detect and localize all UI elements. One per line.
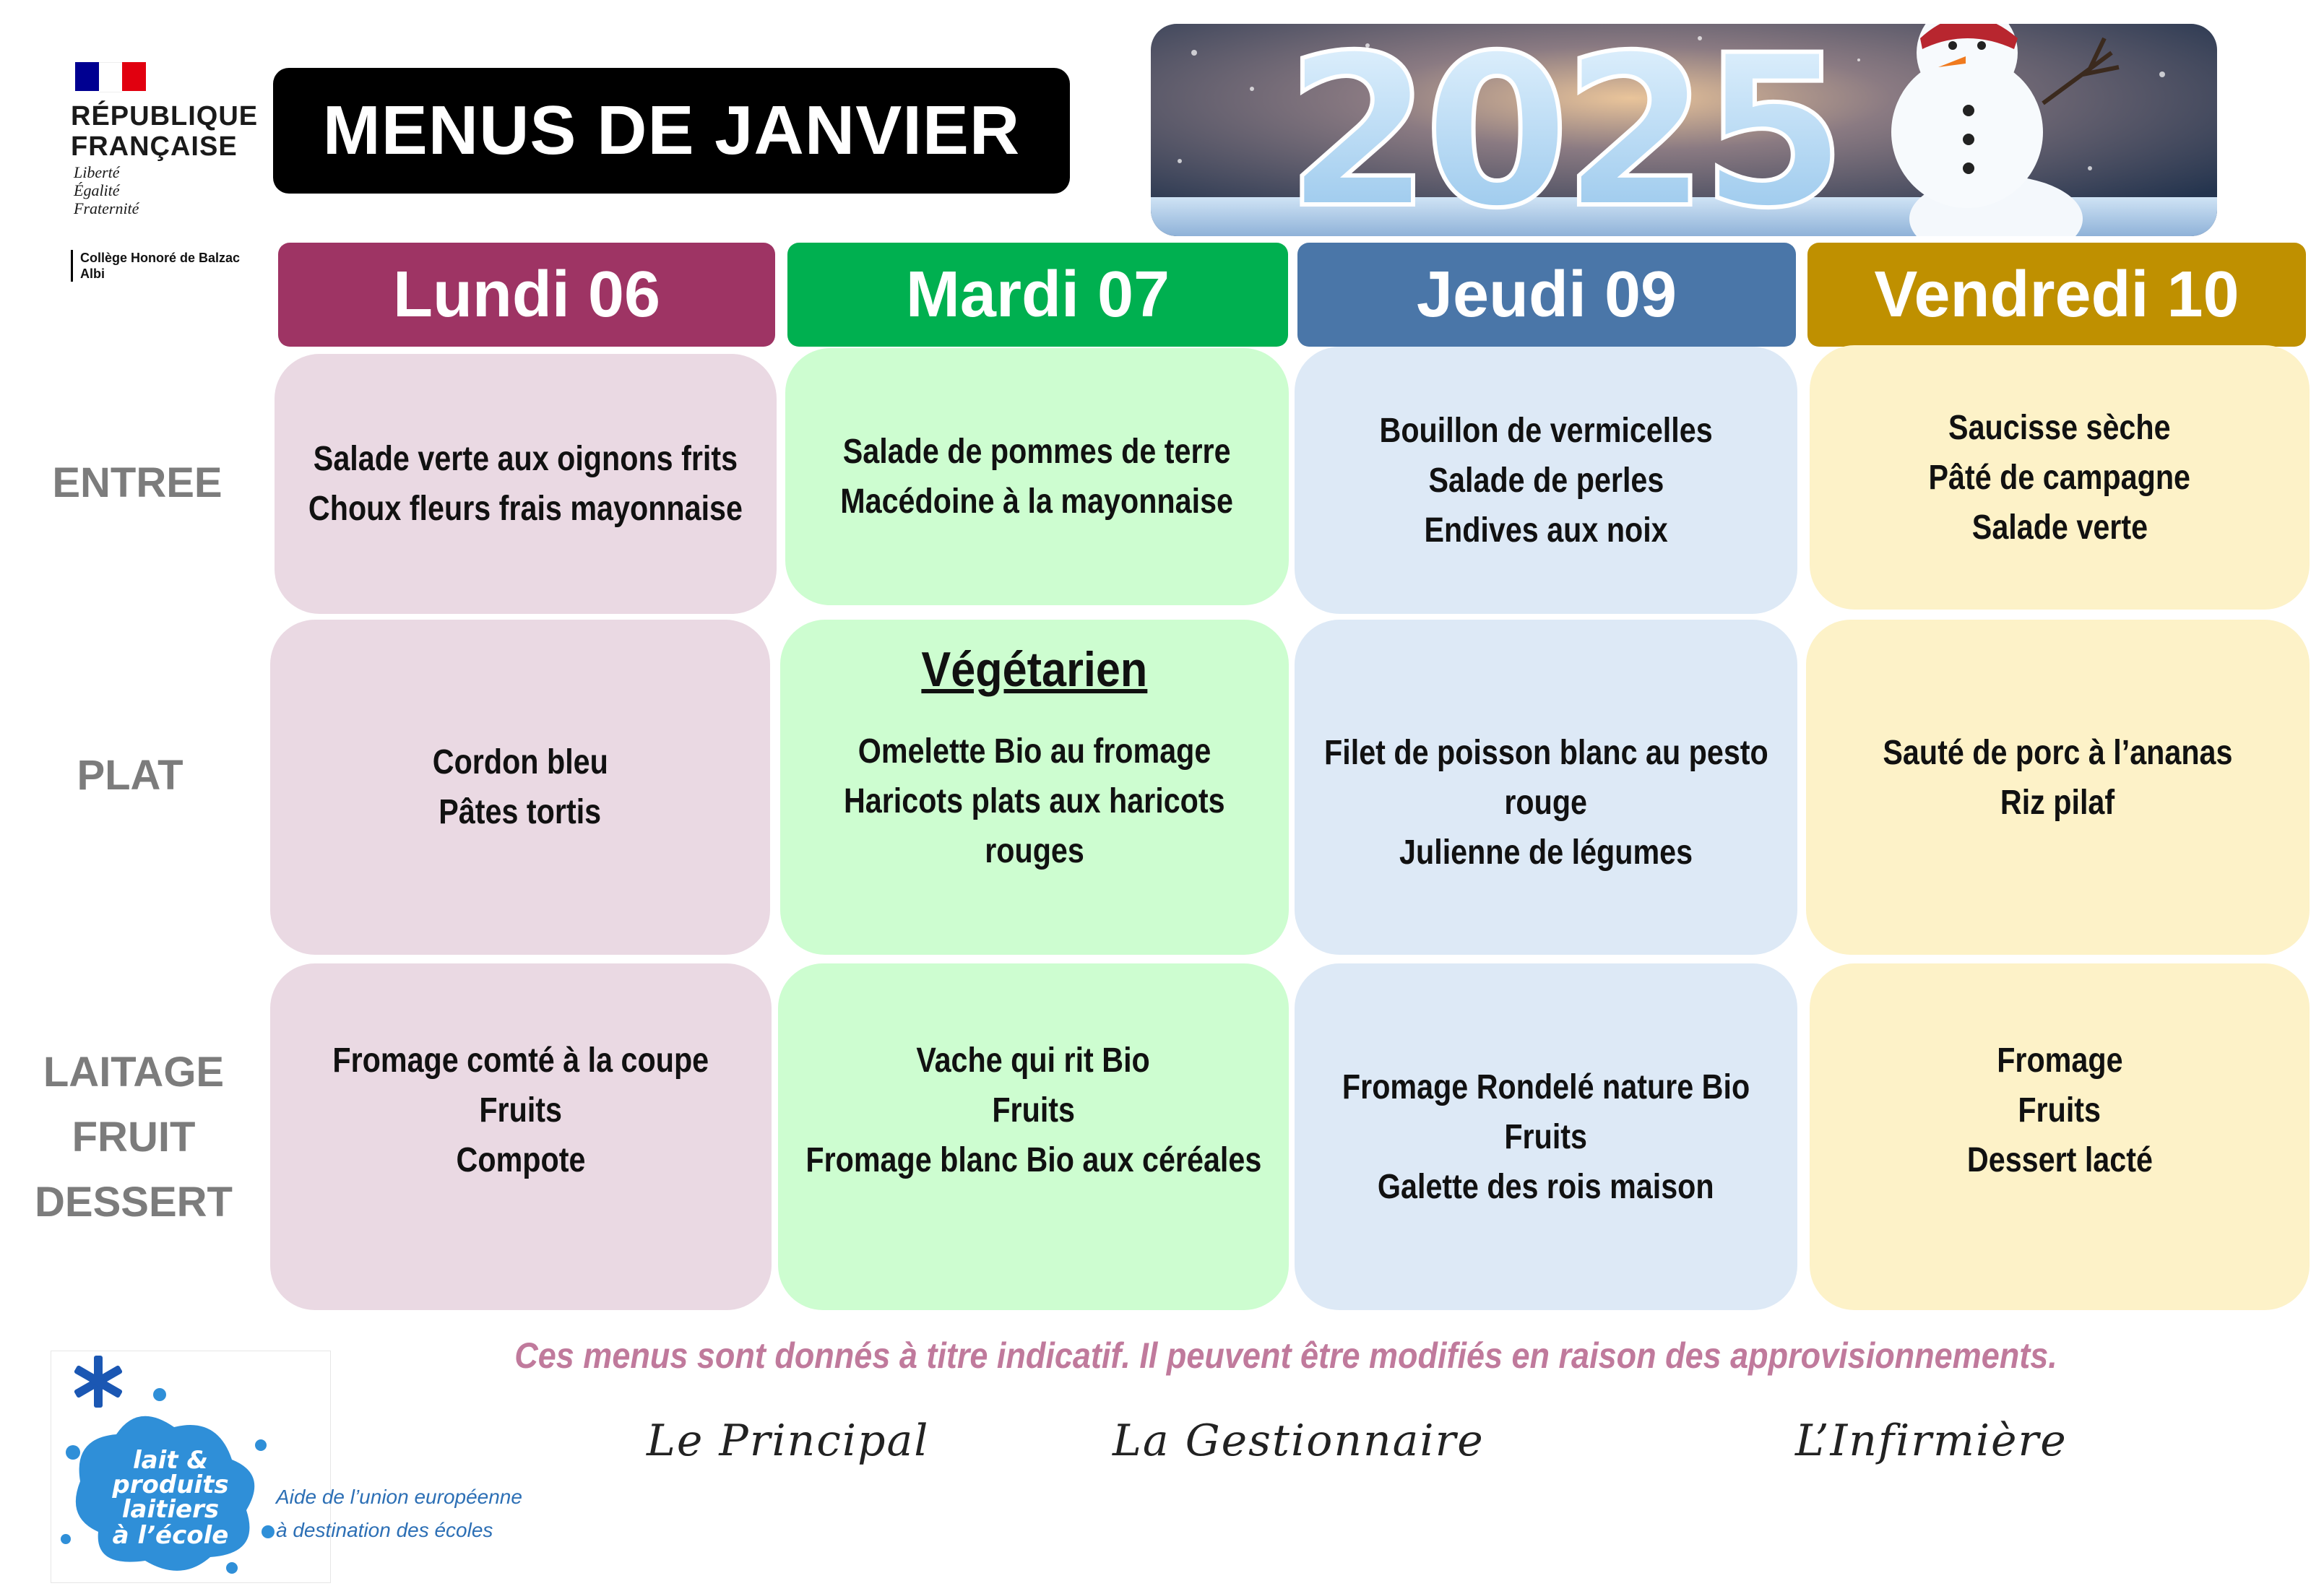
menu-cell-vendredi-plat: Sauté de porc à l’ananas Riz pilaf xyxy=(1806,620,2310,955)
day-header-lundi: Lundi 06 xyxy=(278,243,775,347)
title-banner xyxy=(273,68,1070,194)
menu-cell-jeudi-laitage: Fromage Rondelé nature Bio Fruits Galette des rois maison xyxy=(1295,963,1797,1310)
lait-produits-laitiers-logo xyxy=(51,1351,331,1583)
college-name: Collège Honoré de Balzac Albi xyxy=(71,250,240,282)
signature-gestionnaire: La Gestionnaire xyxy=(1113,1416,1485,1466)
menu-cell-mardi-plat: Végétarien Omelette Bio au fromage Haricots plats aux haricots rouges xyxy=(780,620,1289,955)
signature-infirmiere: L’Infirmière xyxy=(1795,1416,2068,1466)
menu-cell-mardi-entree: Salade de pommes de terre Macédoine à la mayonnaise xyxy=(785,348,1289,605)
republic-motto: Liberté Égalité Fraternité xyxy=(74,163,139,217)
row-label-plat: PLAT xyxy=(77,752,183,799)
day-header-vendredi: Vendredi 10 xyxy=(1807,243,2306,347)
day-header-mardi: Mardi 07 xyxy=(787,243,1288,347)
marianne-flag-icon xyxy=(75,62,146,91)
menu-cell-lundi-plat: Cordon bleu Pâtes tortis xyxy=(270,620,770,955)
menu-cell-vendredi-entree: Saucisse sèche Pâté de campagne Salade verte xyxy=(1810,345,2310,610)
republic-name: RÉPUBLIQUE FRANÇAISE xyxy=(71,101,259,162)
signature-principal: Le Principal xyxy=(647,1416,930,1466)
year-2025-text: 2025 xyxy=(1285,24,1840,236)
page-title: MENUS DE JANVIER xyxy=(322,92,1021,169)
day-header-jeudi: Jeudi 09 xyxy=(1297,243,1796,347)
menu-cell-jeudi-entree: Bouillon de vermicelles Salade de perles Endives aux noix xyxy=(1295,347,1797,614)
winter-2025-banner-image xyxy=(1151,24,2217,236)
menu-cell-vendredi-laitage: Fromage Fruits Dessert lacté xyxy=(1810,963,2310,1310)
milk-logo-line-4: à l’école xyxy=(112,1521,229,1550)
milk-logo-line-3: laitiers xyxy=(121,1495,220,1524)
row-label-entree: ENTREE xyxy=(52,459,223,506)
menu-cell-lundi-entree: Salade verte aux oignons frits Choux fleurs frais mayonnaise xyxy=(275,354,777,614)
asterisk-star-icon xyxy=(74,1356,123,1408)
milk-logo-line-2: produits xyxy=(112,1470,229,1499)
row-label-laitage-fruit-dessert: LAITAGE FRUIT DESSERT xyxy=(35,1049,233,1226)
menu-cell-jeudi-plat: Filet de poisson blanc au pesto rouge Julienne de légumes xyxy=(1295,620,1797,955)
aide-union-europeenne: Aide de l’union européenne à destination des écoles xyxy=(276,1486,522,1541)
menu-cell-mardi-laitage: Vache qui rit Bio Fruits Fromage blanc Bio aux céréales xyxy=(778,963,1289,1310)
disclaimer-text: Ces menus sont donnés à titre indicatif. Il peuvent être modifiés en raison des approvisionnements. xyxy=(514,1335,2057,1376)
menu-cell-lundi-laitage: Fromage comté à la coupe Fruits Compote xyxy=(270,963,772,1310)
vegetarien-label: Végétarien xyxy=(921,642,1148,697)
milk-logo-line-1: lait & xyxy=(133,1446,208,1475)
